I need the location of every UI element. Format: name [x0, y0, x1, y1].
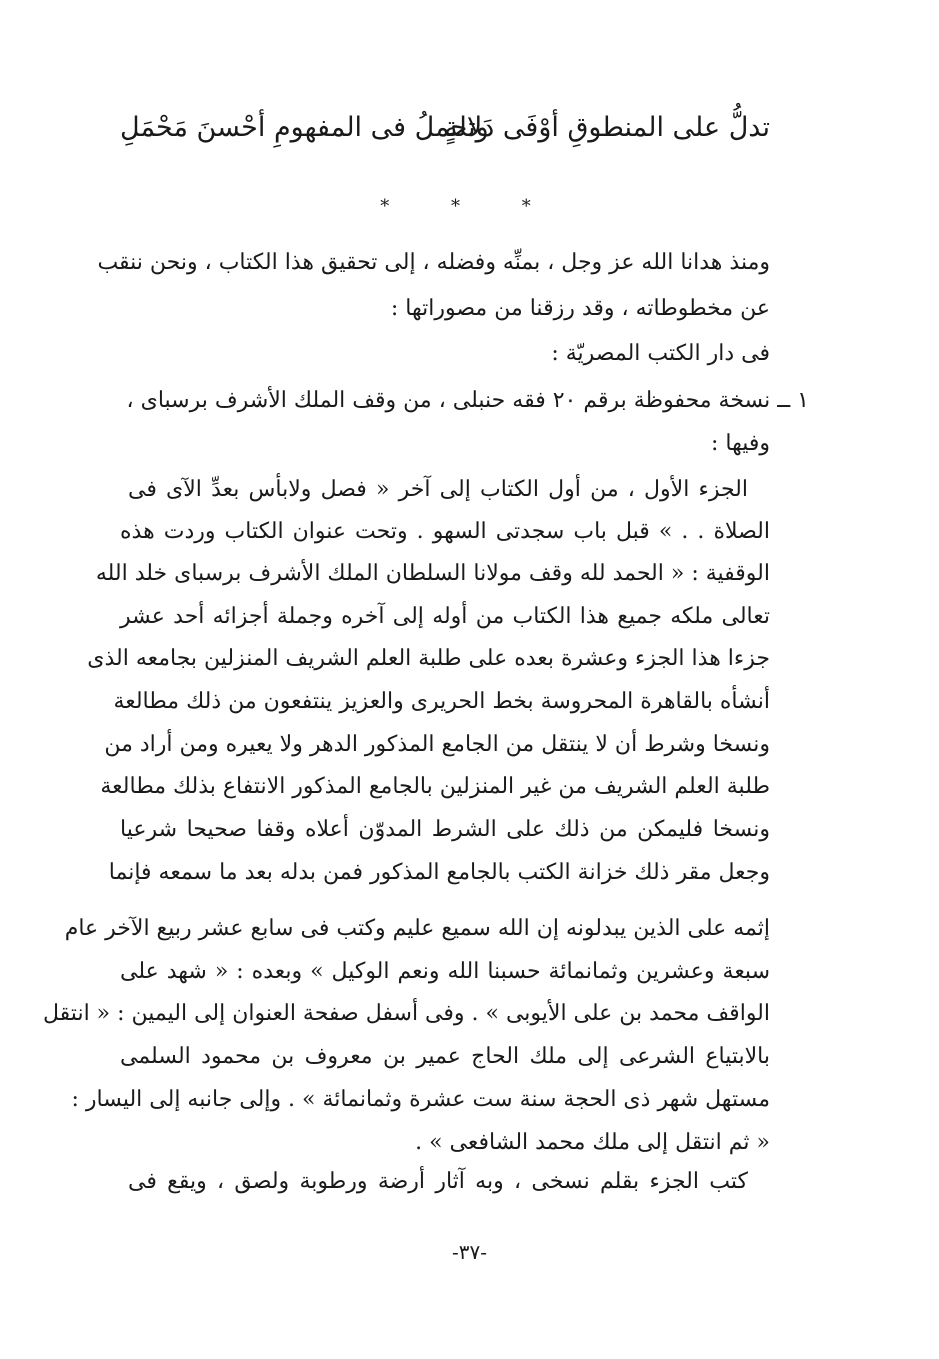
text-line: أنشأه بالقاهرة المحروسة بخط الحريرى والعزيز ينتفعون من ذلك مطالعة	[113, 689, 770, 714]
section-separator: * * *	[380, 196, 559, 217]
text-line: ١ ــ نسخة محفوظة برقم ٢٠ فقه حنبلى ، من وقف الملك الأشرف برسباى ،	[126, 388, 809, 413]
text-line: سبعة وعشرين وثمانمائة حسبنا الله ونعم الوكيل » وبعده : « شهد على	[120, 959, 770, 984]
text-line: مستهل شهر ذى الحجة سنة ست عشرة وثمانمائة » . وإلى جانبه إلى اليسار :	[71, 1087, 770, 1112]
text-line: ومنذ هدانا الله عز وجل ، بمنِّه وفضله ، إلى تحقيق هذا الكتاب ، ونحن ننقب	[97, 250, 770, 275]
text-line: الوقفية : « الحمد لله وقف مولانا السلطان الملك الأشرف برسباى خلد الله	[95, 561, 770, 586]
text-line: تعالى ملكه جميع هذا الكتاب من أوله إلى آخره وجملة أجزائه أحد عشر	[120, 604, 770, 629]
page-number: -٣٧-	[451, 1240, 487, 1264]
text-line: عن مخطوطاته ، وقد رزقنا من مصوراتها :	[390, 296, 770, 321]
text-line: كتب الجزء بقلم نسخى ، وبه آثار أرضة ورطوبة ولصق ، ويقع فى	[128, 1169, 748, 1194]
text-line: إثمه على الذين يبدلونه إن الله سميع عليم وكتب فى سابع عشر ربيع الآخر عام	[64, 916, 770, 941]
text-line: بالابتياع الشرعى إلى ملك الحاج عمير بن معروف بن محمود السلمى	[120, 1044, 770, 1069]
verse-first-hemistich: تدلُّ على المنطوقِ أوْفَى دَلالةٍ	[444, 112, 770, 143]
text-line: وفيها :	[710, 431, 770, 456]
text-line: فى دار الكتب المصريّة :	[551, 341, 770, 366]
verse-second-hemistich: وتحملُ فى المفهومِ أحْسنَ مَحْمَلِ	[120, 112, 489, 143]
text-line: الواقف محمد بن على الأيوبى » . وفى أسفل صفحة العنوان إلى اليمين : « انتقل	[43, 1001, 770, 1026]
text-line: ونسخا فليمكن من ذلك على الشرط المدوّن أعلاه وقفا صحيحا شرعيا	[120, 817, 770, 842]
text-line: طلبة العلم الشريف من غير المنزلين بالجامع المذكور الانتفاع بذلك مطالعة	[100, 774, 770, 799]
text-line: ونسخا وشرط أن لا ينتقل من الجامع المذكور الدهر ولا يعيره ومن أراد من	[104, 732, 770, 757]
text-line: الصلاة . . » قبل باب سجدتى السهو . وتحت عنوان الكتاب وردت هذه	[120, 519, 770, 544]
text-line: جزءا هذا الجزء وعشرة بعده على طلبة العلم الشريف المنزلين بجامعه الذى	[87, 646, 770, 671]
poem-verse	[120, 112, 770, 162]
text-line: الجزء الأول ، من أول الكتاب إلى آخر « فصل ولابأس بعدِّ الآى فى	[128, 477, 748, 502]
text-line: « ثم انتقل إلى ملك محمد الشافعى » .	[415, 1130, 770, 1155]
text-line: وجعل مقر ذلك خزانة الكتب بالجامع المذكور فمن بدله بعد ما سمعه فإنما	[108, 860, 770, 885]
